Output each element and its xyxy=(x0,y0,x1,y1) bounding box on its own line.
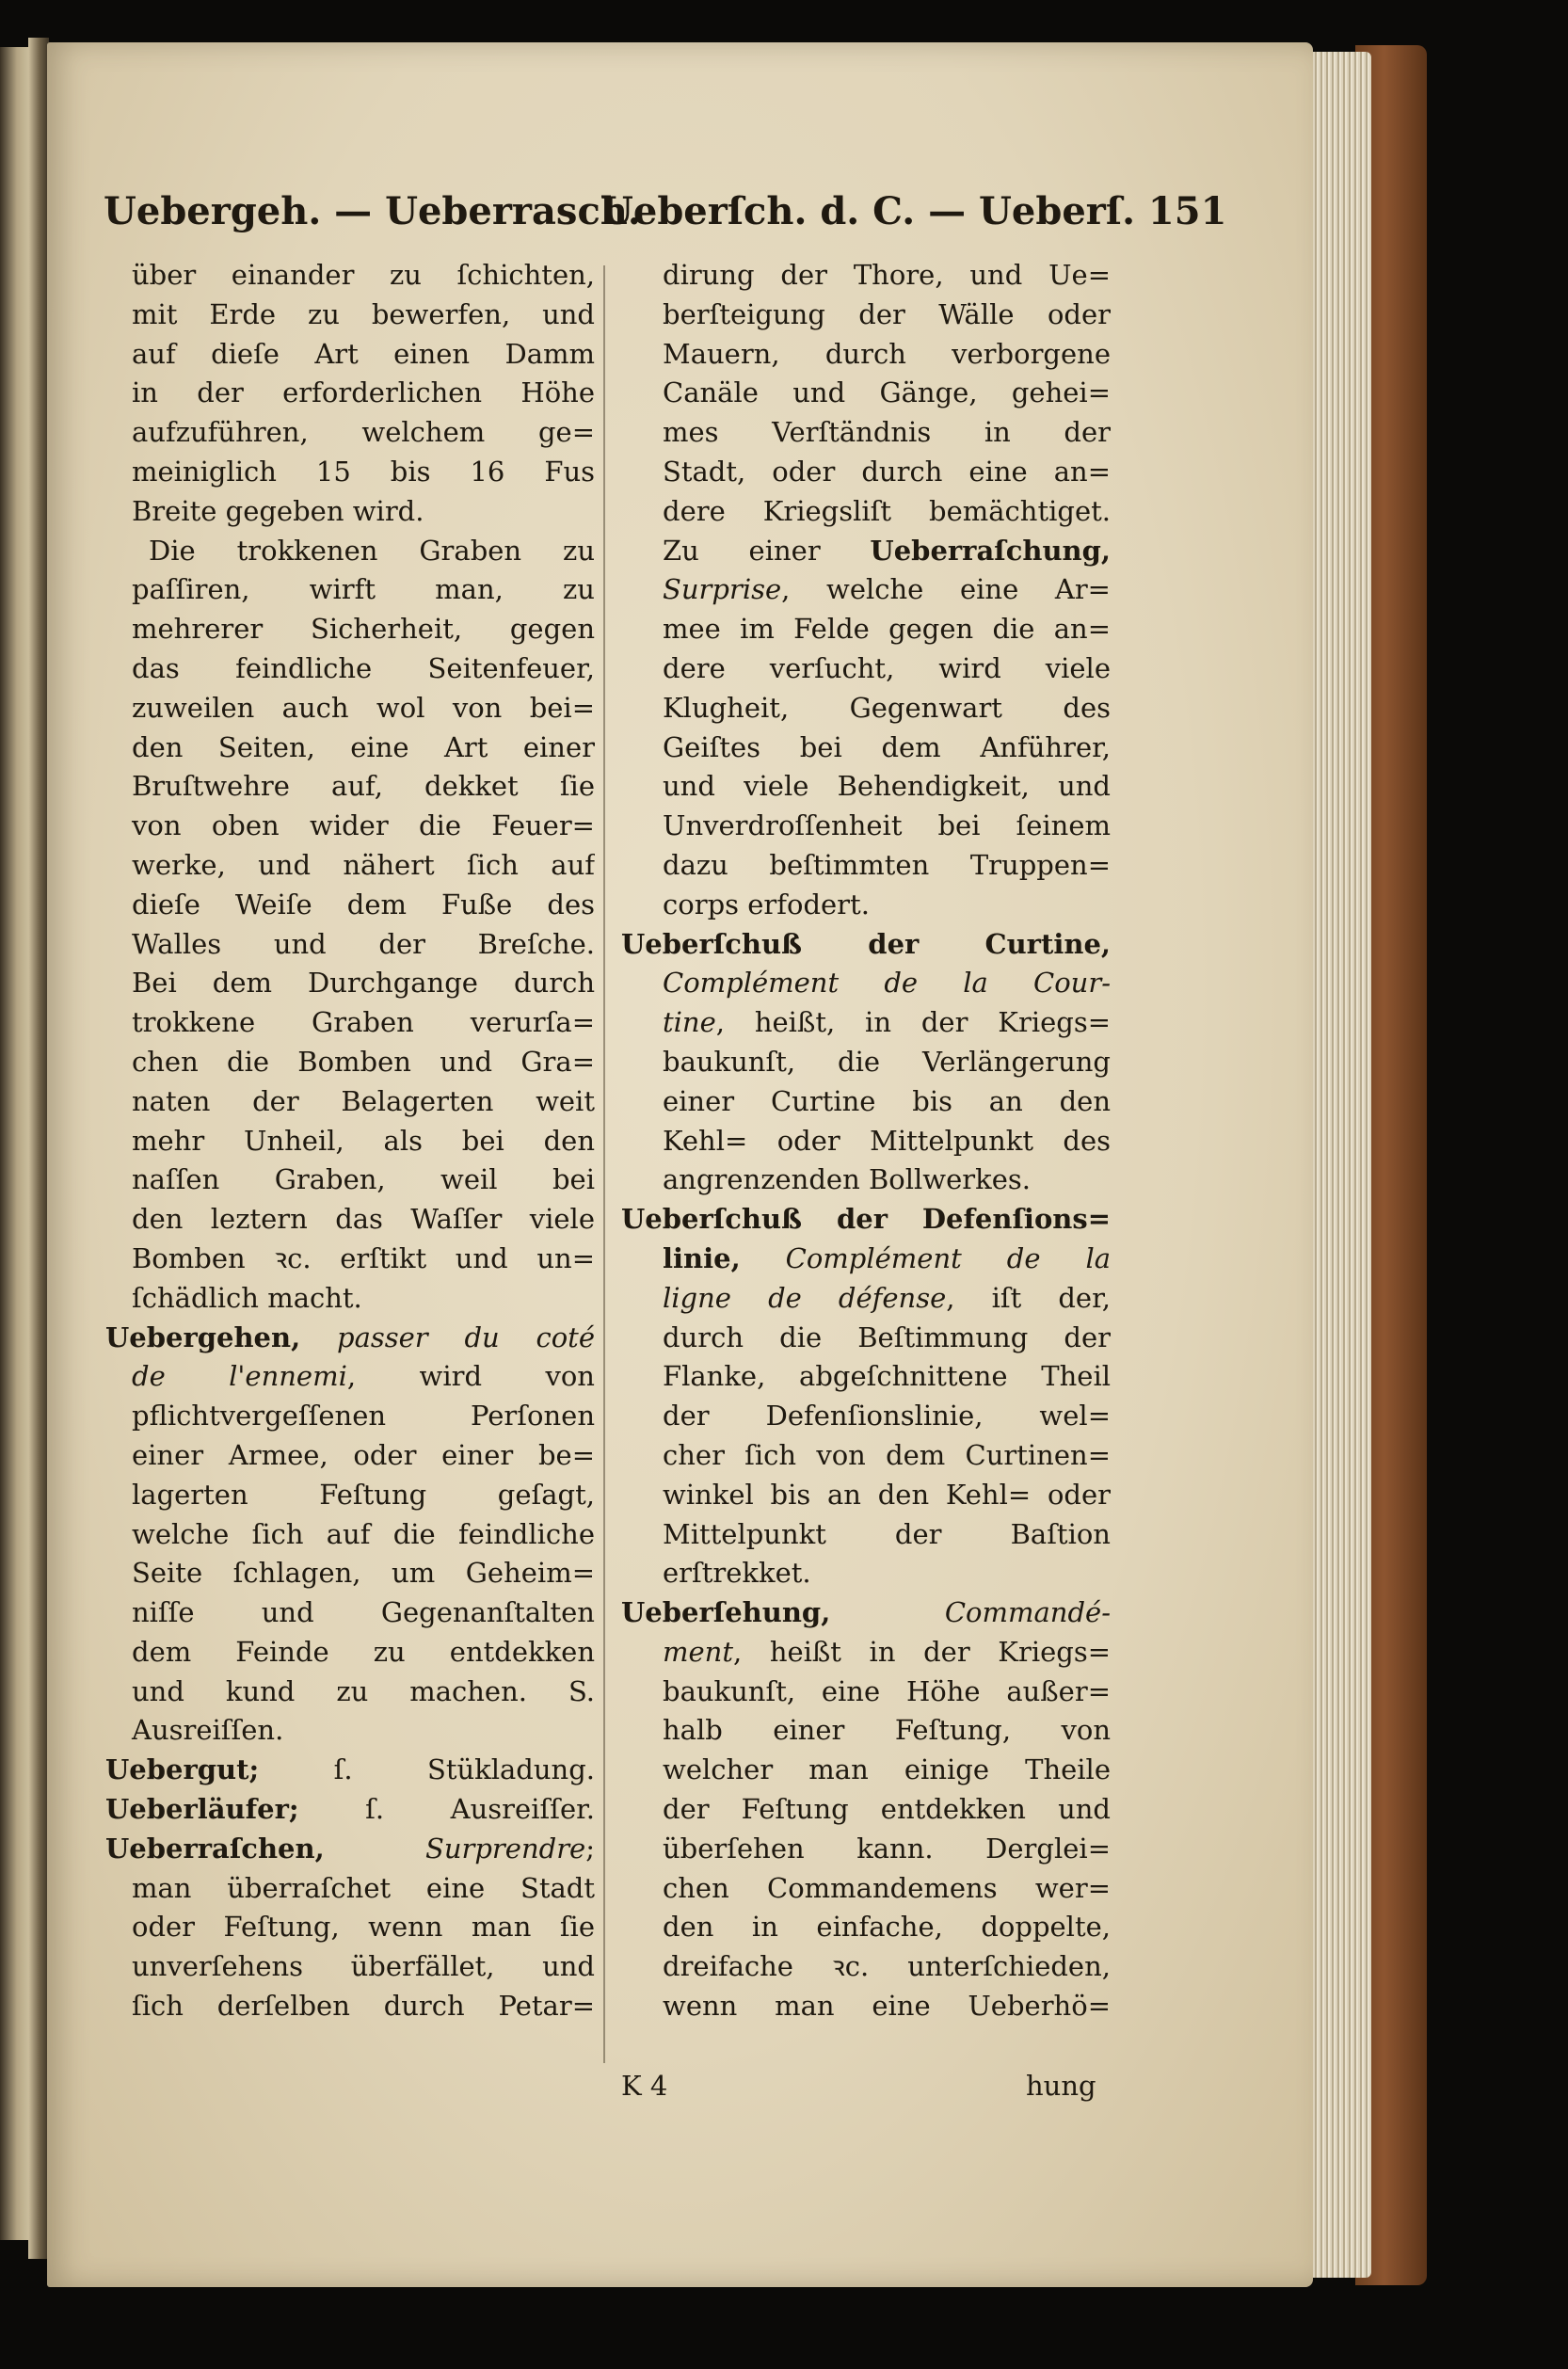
right-column xyxy=(621,256,1111,2026)
text-line: Stadt, oder durch eine an= xyxy=(663,455,1111,488)
text-line: wenn man eine Ueberhö= xyxy=(663,1990,1111,2023)
text-line: der Defenſionslinie, wel= xyxy=(663,1400,1111,1433)
text-line: einer Curtine bis an den xyxy=(663,1084,1111,1117)
entry-headword: Ueberraſchung, xyxy=(870,534,1111,567)
text-line: Die trokkenen Graben zu xyxy=(149,534,595,567)
entry-headword: Ueberläufer; xyxy=(105,1793,299,1826)
text-line: den Seiten, eine Art einer xyxy=(132,730,595,763)
text-line: von oben wider die Feuer= xyxy=(132,809,595,842)
text-line: über einander zu ſchichten, xyxy=(132,259,595,291)
entry-headword: linie, xyxy=(663,1241,741,1274)
text-line: dieſe Weiſe dem Fuße des xyxy=(132,888,595,920)
text-line: Ueberläufer; ſ. Ausreiſſer. xyxy=(105,1793,595,1826)
text-line: auf dieſe Art einen Damm xyxy=(132,337,595,370)
text-line: Seite ſchlagen, um Geheim= xyxy=(132,1557,595,1590)
text-line: naten der Belagerten weit xyxy=(132,1084,595,1117)
french-term: tine xyxy=(663,1006,716,1039)
text-line: der Feſtung entdekken und xyxy=(663,1793,1111,1826)
text-line: und kund zu machen. S. xyxy=(132,1674,595,1707)
text-line: Kehl= oder Mittelpunkt des xyxy=(663,1124,1111,1157)
text-line: ment, heißt in der Kriegs= xyxy=(663,1635,1111,1668)
entry-headword: Ueberſchuß der Defenſions= xyxy=(621,1203,1111,1236)
text-line: dem Feinde zu entdekken xyxy=(132,1635,595,1668)
text-line: berſteigung der Wälle oder xyxy=(663,297,1111,330)
french-term: de l'ennemi xyxy=(132,1360,347,1393)
text-line xyxy=(621,925,1111,965)
text-line: Mittelpunkt der Baſtion xyxy=(663,1517,1111,1550)
text-line: Surprise, welche eine Ar= xyxy=(663,573,1111,606)
text-line: ſich derſelben durch Petar= xyxy=(132,1990,595,2023)
text-line: trokkene Graben verurſa= xyxy=(132,1006,595,1039)
text-line: welcher man einige Theile xyxy=(663,1753,1111,1786)
text-line: chen die Bomben und Gra= xyxy=(132,1045,595,1078)
text-line: baukunſt, die Verlängerung xyxy=(663,1045,1111,1078)
text-line: Zu einer Ueberraſchung, xyxy=(663,534,1111,567)
text-line: einer Armee, oder einer be= xyxy=(132,1438,595,1471)
text-line: Canäle und Gänge, gehei= xyxy=(663,376,1111,409)
text-line: Uebergut; ſ. Stükladung. xyxy=(105,1753,595,1786)
text-line: zuweilen auch wol von bei= xyxy=(132,691,595,724)
text-line: überſehen kann. Derglei= xyxy=(663,1832,1111,1865)
left-column xyxy=(105,256,595,2026)
text-line: ſchädlich macht. xyxy=(132,1281,362,1314)
text-line: winkel bis an den Kehl= oder xyxy=(663,1478,1111,1511)
text-line xyxy=(621,1200,1111,1240)
running-header xyxy=(104,184,1227,240)
text-line: aufzuführen, welchem ge= xyxy=(132,416,595,449)
text-line: angrenzenden Bollwerkes. xyxy=(663,1163,1031,1196)
entry-headword: Ueberſchuß der Curtine, xyxy=(621,927,1111,960)
text-line: paſſiren, wirft man, zu xyxy=(132,573,595,606)
text-line: Flanke, abgeſchnittene Theil xyxy=(663,1360,1111,1393)
text-line: welche ſich auf die feindliche xyxy=(132,1517,595,1550)
text-line: mehr Unheil, als bei den xyxy=(132,1124,595,1157)
text-line: mee im Felde gegen die an= xyxy=(663,613,1111,646)
text-line: in der erforderlichen Höhe xyxy=(132,376,595,409)
text-line: chen Commandemens wer= xyxy=(663,1871,1111,1904)
french-term: Complément de la Cour- xyxy=(663,967,1111,1000)
text-line: dere Kriegsliſt bemächtiget. xyxy=(663,494,1111,527)
text-line: Bruſtwehre auf, dekket ſie xyxy=(132,770,595,803)
text-line xyxy=(105,1319,595,1358)
text-line: de l'ennemi, wird von xyxy=(132,1360,595,1393)
text-line: Ueberraſchen, Surprendre; xyxy=(105,1832,595,1865)
column-divider xyxy=(603,265,605,2063)
text-line: Bei dem Durchgange durch xyxy=(132,967,595,1000)
text-line: halb einer Feſtung, von xyxy=(663,1714,1111,1747)
entry-headword: Ueberraſchen, xyxy=(105,1832,325,1865)
text-line: das feindliche Seitenfeuer, xyxy=(132,651,595,684)
text-line: mit Erde zu bewerfen, und xyxy=(132,297,595,330)
french-term: Surprendre xyxy=(424,1832,586,1865)
header-right: Ueberſch. d. C. — Ueberſ. 151 xyxy=(600,189,1227,233)
text-line: Walles und der Breſche. xyxy=(132,927,595,960)
text-line: man überraſchet eine Stadt xyxy=(132,1871,595,1904)
text-line: Klugheit, Gegenwart des xyxy=(663,691,1111,724)
catchword: hung xyxy=(1026,2070,1096,2102)
text-line: Bomben ꝛc. erſtikt und un= xyxy=(132,1241,595,1274)
text-line: durch die Beſtimmung der xyxy=(663,1321,1111,1353)
text-line: naſſen Graben, weil bei xyxy=(132,1163,595,1196)
text-line: niſſe und Gegenanſtalten xyxy=(132,1596,595,1629)
text-line: unverſehens überfället, und xyxy=(132,1950,595,1983)
header-left: Uebergeh. — Ueberrasch. xyxy=(104,189,641,233)
text-line: den in einfache, doppelte, xyxy=(663,1911,1111,1944)
french-term: ligne de défense xyxy=(663,1281,947,1314)
french-term: passer du coté xyxy=(337,1321,595,1353)
text-line xyxy=(621,964,1111,1003)
text-line: Ausreiſſen. xyxy=(132,1714,284,1747)
text-line: mehrerer Sicherheit, gegen xyxy=(132,613,595,646)
text-line: dreifache ꝛc. unterſchieden, xyxy=(663,1950,1111,1983)
text-line: Mauern, durch verborgene xyxy=(663,337,1111,370)
text-line: mes Verſtändnis in der xyxy=(663,416,1111,449)
text-line: den leztern das Waſſer viele xyxy=(132,1203,595,1236)
text-line: Geiſtes bei dem Anführer, xyxy=(663,730,1111,763)
text-line: dere verſucht, wird viele xyxy=(663,651,1111,684)
text-line: oder Feſtung, wenn man ſie xyxy=(132,1911,595,1944)
text-line: pflichtvergeſſenen Perſonen xyxy=(132,1400,595,1433)
french-term: Complément de la xyxy=(785,1241,1111,1274)
text-line: tine, heißt, in der Kriegs= xyxy=(663,1006,1111,1039)
text-line xyxy=(621,1240,1111,1279)
french-term: Commandé- xyxy=(944,1596,1111,1629)
text-line: baukunſt, eine Höhe außer= xyxy=(663,1674,1111,1707)
french-term: ment xyxy=(663,1635,733,1668)
text-line: corps erfodert. xyxy=(663,888,870,920)
text-line: Unverdroſſenheit bei ſeinem xyxy=(663,809,1111,842)
text-line: dazu beſtimmten Truppen= xyxy=(663,848,1111,881)
entry-headword: Uebergut; xyxy=(105,1753,260,1786)
text-line: und viele Behendigkeit, und xyxy=(663,770,1111,803)
text-line: lagerten Feſtung geſagt, xyxy=(132,1478,595,1511)
text-line: dirung der Thore, und Ue= xyxy=(663,259,1111,291)
text-line: ligne de défense, iſt der, xyxy=(663,1281,1111,1314)
text-line xyxy=(621,1593,1111,1633)
text-line: werke, und nähert ſich auf xyxy=(132,848,595,881)
text-line: Breite gegeben wird. xyxy=(132,494,424,527)
signature-mark: K 4 xyxy=(621,2070,668,2102)
entry-headword: Ueberſehung, xyxy=(621,1596,831,1629)
french-term: Surprise xyxy=(663,573,782,606)
text-line: erſtrekket. xyxy=(663,1557,811,1590)
text-line: cher ſich von dem Curtinen= xyxy=(663,1438,1111,1471)
entry-headword: Uebergehen, xyxy=(105,1321,301,1353)
text-line: meiniglich 15 bis 16 Fus xyxy=(132,455,595,488)
